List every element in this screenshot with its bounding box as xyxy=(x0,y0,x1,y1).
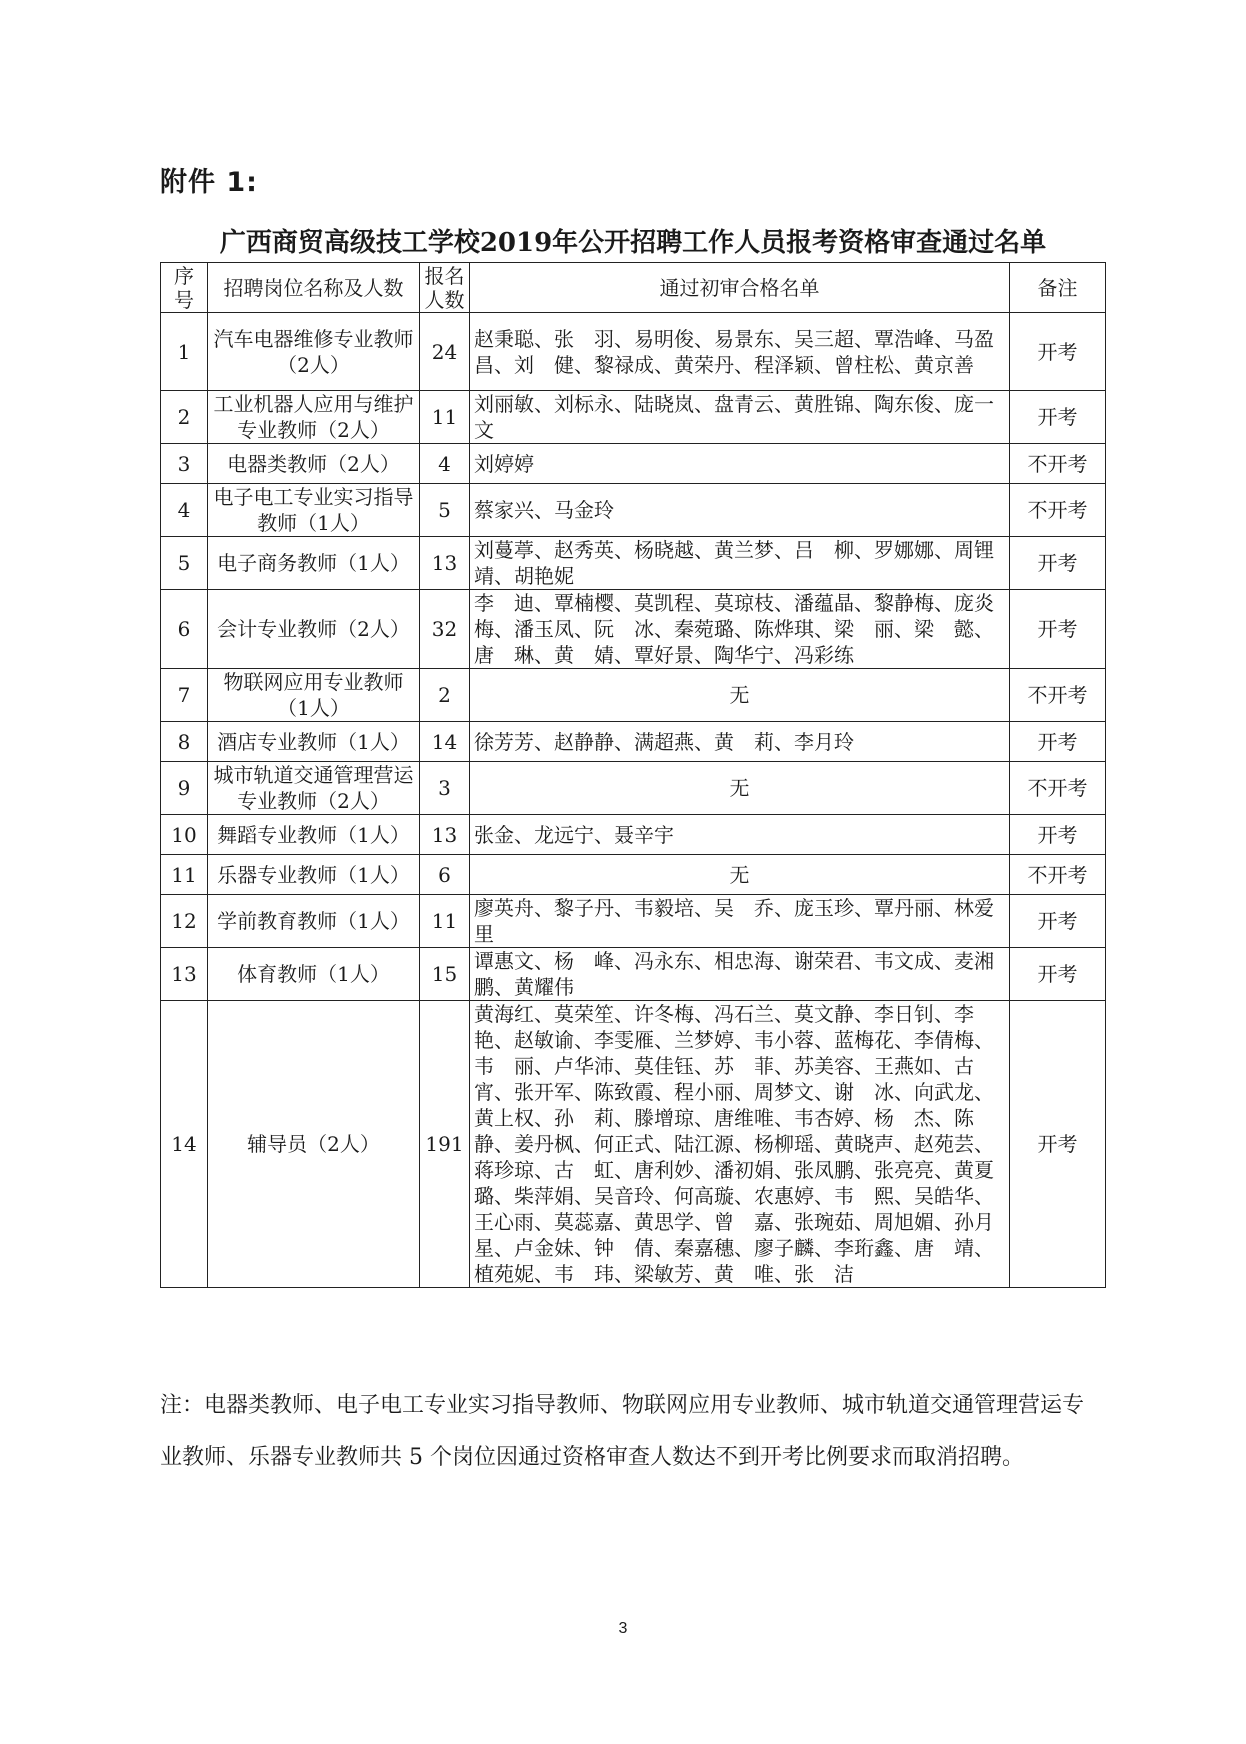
remark-cell: 开考 xyxy=(1010,391,1106,444)
applicants-cell: 2 xyxy=(420,669,470,722)
attachment-label: 附件 1: xyxy=(160,167,258,198)
position-cell: 电子商务教师（1人） xyxy=(208,537,420,590)
applicants-cell: 13 xyxy=(420,815,470,855)
row-number: 9 xyxy=(161,762,208,815)
remark-cell: 开考 xyxy=(1010,948,1106,1001)
header-position: 招聘岗位名称及人数 xyxy=(208,263,420,313)
remark-cell: 开考 xyxy=(1010,815,1106,855)
position-cell: 舞蹈专业教师（1人） xyxy=(208,815,420,855)
table-row xyxy=(161,313,1106,391)
remark-cell: 不开考 xyxy=(1010,855,1106,895)
applicants-cell: 15 xyxy=(420,948,470,1001)
applicants-cell: 14 xyxy=(420,722,470,762)
table-row xyxy=(161,444,1106,484)
table-row xyxy=(161,815,1106,855)
row-number: 1 xyxy=(161,313,208,391)
remark-cell: 不开考 xyxy=(1010,762,1106,815)
row-number: 13 xyxy=(161,948,208,1001)
footnote: 注：电器类教师、电子电工专业实习指导教师、物联网应用专业教师、城市轨道交通管理营运专业教师、乐器专业教师共 5 个岗位因通过资格审查人数达不到开考比例要求而取消招聘。 xyxy=(160,1393,1085,1470)
table-row xyxy=(161,1001,1106,1288)
table-row xyxy=(161,895,1106,948)
position-cell: 电子电工专业实习指导教师（1人） xyxy=(208,484,420,537)
names-cell: 刘蔓葶、赵秀英、杨晓越、黄兰梦、吕 柳、罗娜娜、周锂靖、胡艳妮 xyxy=(470,537,1010,590)
position-cell: 城市轨道交通管理营运专业教师（2人） xyxy=(208,762,420,815)
row-number: 10 xyxy=(161,815,208,855)
position-cell: 汽车电器维修专业教师（2人） xyxy=(208,313,420,391)
row-number: 2 xyxy=(161,391,208,444)
remark-cell: 不开考 xyxy=(1010,669,1106,722)
names-cell: 谭惠文、杨 峰、冯永东、相忠海、谢荣君、韦文成、麦湘鹏、黄耀伟 xyxy=(470,948,1010,1001)
table-row xyxy=(161,391,1106,444)
row-number: 14 xyxy=(161,1001,208,1288)
remark-cell: 开考 xyxy=(1010,313,1106,391)
header-names: 通过初审合格名单 xyxy=(470,263,1010,313)
names-cell: 刘婷婷 xyxy=(470,444,1010,484)
table-row xyxy=(161,722,1106,762)
row-number: 8 xyxy=(161,722,208,762)
applicants-cell: 5 xyxy=(420,484,470,537)
names-cell: 无 xyxy=(470,855,1010,895)
remark-cell: 开考 xyxy=(1010,537,1106,590)
table-row xyxy=(161,590,1106,669)
row-number: 5 xyxy=(161,537,208,590)
table-row xyxy=(161,855,1106,895)
position-cell: 体育教师（1人） xyxy=(208,948,420,1001)
names-cell: 张金、龙远宁、聂辛宇 xyxy=(470,815,1010,855)
position-cell: 乐器专业教师（1人） xyxy=(208,855,420,895)
remark-cell: 开考 xyxy=(1010,722,1106,762)
table-row xyxy=(161,762,1106,815)
position-cell: 电器类教师（2人） xyxy=(208,444,420,484)
remark-cell: 不开考 xyxy=(1010,444,1106,484)
position-cell: 酒店专业教师（1人） xyxy=(208,722,420,762)
table-row xyxy=(161,537,1106,590)
names-cell: 刘丽敏、刘标永、陆晓岚、盘青云、黄胜锦、陶东俊、庞一文 xyxy=(470,391,1010,444)
names-cell: 黄海红、莫荣笙、许冬梅、冯石兰、莫文静、李日钊、李 艳、赵敏谕、李雯雁、兰梦婷、韦小蓉、蓝梅花、李倩梅、韦 丽、卢华沛、莫佳钰、苏 菲、苏美容、王燕如、古 宵、张开军、陈致霞、程小丽、周梦文、谢 冰、向武龙、黄上权、孙 莉、滕增琼、唐维唯、韦杏婷、杨 杰、陈 静、姜丹枫、何正式、陆江源、杨柳瑶、黄晓声、赵苑芸、蒋珍琼、古 虹、唐利妙、潘初娟、张凤鹏、张亮亮、黄夏璐、柴萍娟、吴音玲、何高璇、农惠婷、韦 熙、吴皓华、王心雨、莫蕊嘉、黄思学、曾 嘉、张琬茹、周旭媚、孙月星、卢金妹、钟 倩、秦嘉穗、廖子麟、李珩鑫、唐 靖、植苑妮、韦 玮、梁敏芳、黄 唯、张 洁 xyxy=(470,1001,1010,1288)
applicants-cell: 191 xyxy=(420,1001,470,1288)
qualification-table xyxy=(160,262,1106,1288)
table-row xyxy=(161,669,1106,722)
header-no: 序号 xyxy=(161,263,208,313)
row-number: 3 xyxy=(161,444,208,484)
position-cell: 学前教育教师（1人） xyxy=(208,895,420,948)
remark-cell: 开考 xyxy=(1010,590,1106,669)
position-cell: 物联网应用专业教师（1人） xyxy=(208,669,420,722)
row-number: 12 xyxy=(161,895,208,948)
applicants-cell: 11 xyxy=(420,895,470,948)
applicants-cell: 24 xyxy=(420,313,470,391)
applicants-cell: 32 xyxy=(420,590,470,669)
remark-cell: 开考 xyxy=(1010,1001,1106,1288)
names-cell: 蔡家兴、马金玲 xyxy=(470,484,1010,537)
table-header-row xyxy=(161,263,1106,313)
position-cell: 工业机器人应用与维护专业教师（2人） xyxy=(208,391,420,444)
names-cell: 赵秉聪、张 羽、易明俊、易景东、吴三超、覃浩峰、马盈昌、刘 健、黎禄成、黄荣丹、程泽颖、曾柱松、黄京善 xyxy=(470,313,1010,391)
applicants-cell: 3 xyxy=(420,762,470,815)
names-cell: 徐芳芳、赵静静、满超燕、黄 莉、李月玲 xyxy=(470,722,1010,762)
names-cell: 无 xyxy=(470,669,1010,722)
document-title: 广西商贸高级技工学校2019年公开招聘工作人员报考资格审查通过名单 xyxy=(219,228,1047,258)
applicants-cell: 13 xyxy=(420,537,470,590)
row-number: 7 xyxy=(161,669,208,722)
row-number: 11 xyxy=(161,855,208,895)
row-number: 6 xyxy=(161,590,208,669)
names-cell: 李 迪、覃楠樱、莫凯程、莫琼枝、潘蕴晶、黎静梅、庞炎梅、潘玉凤、阮 冰、秦菀璐、陈烨琪、梁 丽、梁 懿、唐 琳、黄 婧、覃好景、陶华宁、冯彩练 xyxy=(470,590,1010,669)
page-number: 3 xyxy=(618,1620,628,1637)
applicants-cell: 6 xyxy=(420,855,470,895)
remark-cell: 开考 xyxy=(1010,895,1106,948)
row-number: 4 xyxy=(161,484,208,537)
names-cell: 廖英舟、黎子丹、韦毅培、吴 乔、庞玉珍、覃丹丽、林爱里 xyxy=(470,895,1010,948)
position-cell: 辅导员（2人） xyxy=(208,1001,420,1288)
table-row xyxy=(161,948,1106,1001)
header-applicants: 报名人数 xyxy=(420,263,470,313)
table-row xyxy=(161,484,1106,537)
names-cell: 无 xyxy=(470,762,1010,815)
applicants-cell: 4 xyxy=(420,444,470,484)
applicants-cell: 11 xyxy=(420,391,470,444)
remark-cell: 不开考 xyxy=(1010,484,1106,537)
header-remark: 备注 xyxy=(1010,263,1106,313)
position-cell: 会计专业教师（2人） xyxy=(208,590,420,669)
